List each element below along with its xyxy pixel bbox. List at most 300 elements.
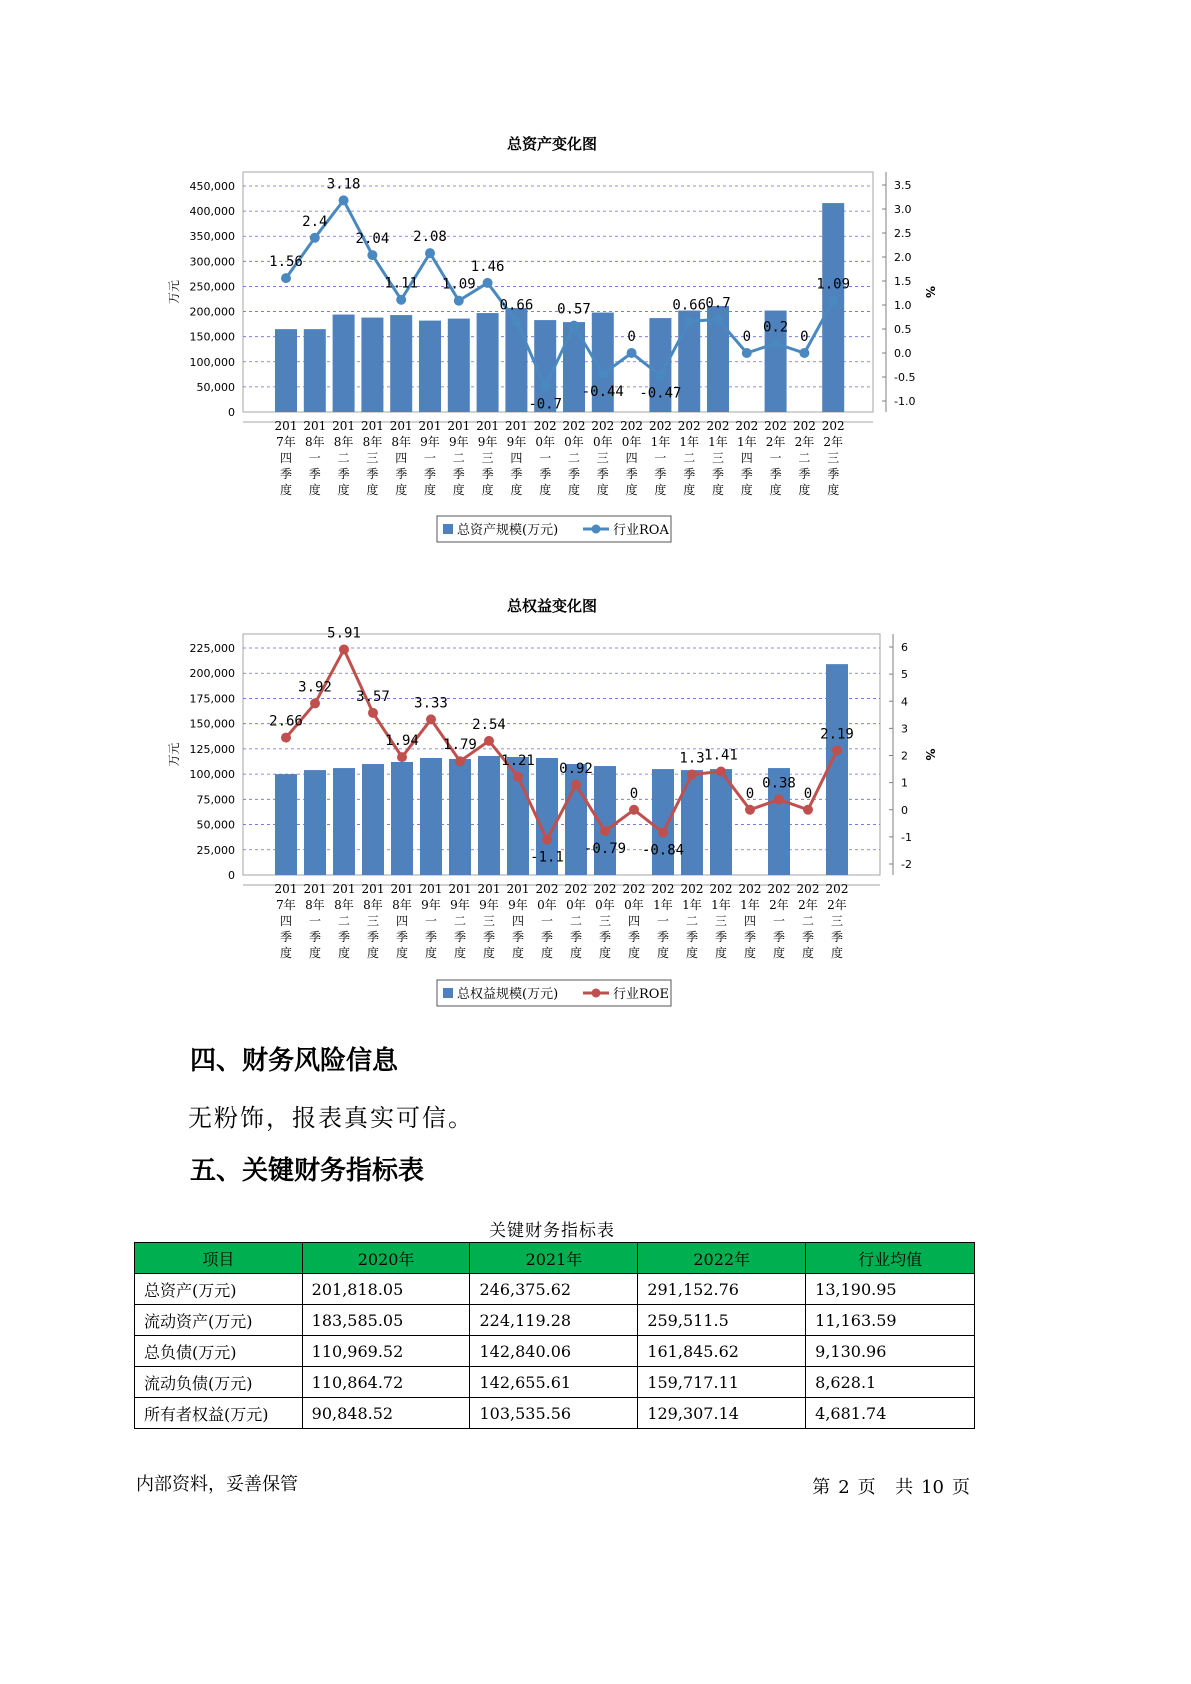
data-label: 2.66 [269,713,303,730]
category-label: 度 [540,946,554,960]
category-label: 二 [452,451,465,465]
left-tick-label: 0 [228,406,235,419]
line-point [716,767,726,777]
category-label: 季 [740,467,753,481]
line-point [310,698,320,708]
category-label: 季 [337,930,351,944]
category-label: 度 [596,483,609,497]
left-axis-title: 万元 [167,279,181,305]
category-label: 季 [453,930,467,944]
line-point [629,805,639,815]
category-label: 7年 [276,898,296,912]
data-label: 3.18 [326,176,361,193]
data-label: 0.92 [559,760,593,777]
category-label: 202 [535,882,559,896]
category-label: 度 [337,946,351,960]
category-label: 一 [656,914,670,928]
right-tick-label: 1.0 [894,299,912,312]
data-label: 1.09 [816,276,851,293]
category-label: 度 [366,483,379,497]
line-point [339,644,349,654]
category-label: 度 [482,946,496,960]
category-label: 四 [510,451,523,465]
page-prefix: 第 [812,1477,831,1498]
category-label: 三 [830,914,844,928]
left-tick-label: 350,000 [189,230,235,244]
category-label: 三 [714,914,728,928]
right-axis-title: % [923,285,937,299]
category-label: 1年 [711,898,731,912]
category-label: 201 [274,419,298,433]
table-cell: 8,628.1 [806,1367,975,1398]
category-label: 201 [303,419,327,433]
data-label: 1.11 [384,275,419,292]
category-label: 季 [366,467,379,481]
data-label: 1.41 [704,747,738,764]
right-axis-title: % [923,748,937,761]
category-label: 度 [598,946,612,960]
category-label: 季 [423,467,437,481]
category-label: 8年 [391,435,412,449]
category-label: 201 [447,419,471,433]
legend-bar-label: 总权益规模(万元) [457,987,559,1002]
category-label: 202 [709,882,733,896]
line-point [281,733,291,743]
data-label: 0 [800,329,809,345]
category-label: 四 [740,451,753,465]
bar [826,664,848,875]
category-label: 度 [569,946,583,960]
table-cell: 129,307.14 [638,1398,806,1429]
category-label: 二 [683,451,696,465]
category-label: 一 [769,451,782,465]
category-label: 8年 [362,435,383,449]
category-label: 三 [366,914,380,928]
left-tick-label: 450,000 [189,180,235,193]
category-label: 201 [390,882,414,896]
table-row [135,1305,975,1336]
category-label: 二 [569,914,583,928]
category-label: 度 [539,483,552,497]
category-label: 度 [424,946,438,960]
bar [478,756,500,875]
category-label: 季 [510,467,523,481]
table-cell: 103,535.56 [470,1398,638,1429]
category-label: 三 [596,451,609,465]
category-label: 季 [711,467,725,481]
category-label: 季 [656,930,670,944]
category-label: 2年 [823,435,844,449]
category-label: 2年 [827,898,847,912]
left-tick-label: 100,000 [189,355,235,369]
category-label: 202 [821,419,845,433]
right-tick-label: 3.0 [894,203,912,216]
right-tick-label: 4 [901,695,908,709]
category-label: 季 [337,467,350,481]
table-row [135,1336,975,1367]
category-label: 度 [827,483,840,497]
category-label: 201 [389,419,413,433]
category-label: 季 [452,467,465,481]
left-tick-label: 200,000 [189,667,235,681]
category-label: 202 [796,882,820,896]
right-tick-label: 2.0 [894,251,912,264]
category-label: 季 [567,467,581,481]
category-label: 四 [625,451,638,465]
category-label: 季 [569,930,583,944]
left-tick-label: 175,000 [189,692,235,706]
category-label: 202 [738,882,762,896]
category-label: 9年 [506,435,527,449]
category-label: 201 [361,882,385,896]
category-label: 四 [627,914,641,928]
legend-bar-swatch [443,988,453,998]
category-label: 202 [648,419,672,433]
table-header-cell: 2020年 [302,1243,470,1274]
category-label: 度 [510,483,523,497]
table-cell: 110,969.52 [302,1336,470,1367]
category-label: 一 [308,914,322,928]
total-prefix: 共 [895,1477,914,1498]
category-label: 一 [539,451,552,465]
data-label: 0 [627,329,636,345]
category-label: 二 [567,451,581,465]
category-label: 季 [685,930,699,944]
section4-text: 无粉饰，报表真实可信。 [188,1104,474,1132]
right-tick-label: -2 [901,858,912,871]
legend-line-marker [592,989,601,998]
table-row [135,1398,975,1429]
data-label: 0.38 [762,775,796,792]
data-label: 0 [742,329,752,345]
category-label: 度 [481,483,494,497]
category-label: 二 [337,914,351,928]
footer-confidential-note: 内部资料，妥善保管 [136,1474,298,1495]
category-label: 一 [423,451,437,465]
category-label: 202 [564,882,588,896]
category-label: 三 [711,451,725,465]
bar [333,768,355,875]
category-label: 季 [482,930,496,944]
right-tick-label: 0 [901,803,908,817]
category-label: 季 [654,467,667,481]
table-cell: 总资产(万元) [135,1274,303,1305]
section5-heading: 五、关键财务指标表 [190,1156,425,1186]
category-label: 202 [767,882,791,896]
category-label: 度 [769,483,782,497]
right-tick-label: 1 [901,776,908,790]
category-label: 2年 [765,435,786,449]
category-label: 9年 [448,435,469,449]
data-label: 0 [629,785,639,802]
category-label: 季 [743,930,757,944]
category-label: 8年 [305,898,325,912]
category-label: 度 [453,946,467,960]
category-label: 8年 [334,898,354,912]
category-label: 三 [827,451,840,465]
bar [304,770,326,875]
category-label: 三 [366,451,379,465]
category-label: 二 [337,451,350,465]
category-label: 度 [625,483,638,497]
data-label: -1.1 [530,849,564,866]
data-label: 2.19 [820,726,854,743]
data-label: 1.09 [441,276,476,293]
category-label: 季 [395,930,409,944]
category-label: 度 [656,946,670,960]
right-tick-label: 6 [901,641,908,654]
category-label: 1年 [679,435,700,449]
category-label: 202 [735,419,759,433]
category-label: 201 [506,882,530,896]
category-label: 度 [740,483,753,497]
table-cell: 90,848.52 [302,1398,470,1429]
category-label: 7年 [276,435,296,449]
table-cell: 4,681.74 [806,1398,975,1429]
category-label: 季 [481,467,494,481]
line-point [832,745,842,755]
category-label: 度 [711,483,725,497]
category-label: 季 [279,467,293,481]
data-label: 1.21 [501,752,535,769]
category-label: 9年 [508,898,528,912]
category-label: 季 [625,467,638,481]
table-header-cell: 行业均值 [806,1243,975,1274]
left-tick-label: 225,000 [189,642,235,655]
category-label: 季 [798,467,811,481]
right-tick-label: 3.5 [894,179,912,192]
data-label: 3.33 [414,695,448,712]
category-label: 度 [279,946,293,960]
category-label: 季 [830,930,844,944]
category-label: 度 [654,483,667,497]
category-label: 四 [743,914,757,928]
category-label: 季 [827,467,840,481]
line-point [600,826,610,836]
category-label: 202 [593,882,617,896]
table-caption: 关键财务指标表 [489,1221,615,1241]
category-label: 度 [395,483,408,497]
category-label: 201 [448,882,472,896]
bar [710,769,732,875]
left-tick-label: 200,000 [189,305,235,319]
legend-line-label: 行业ROA [613,523,669,538]
category-label: 一 [424,914,438,928]
table-cell: 11,163.59 [806,1305,975,1336]
category-label: 202 [677,419,701,433]
left-tick-label: 125,000 [189,742,235,756]
category-label: 度 [452,483,465,497]
line-point [484,736,494,746]
category-label: 201 [418,419,442,433]
bar [652,769,674,875]
category-label: 度 [567,483,581,497]
line-point [368,708,378,718]
table-cell: 流动负债(万元) [135,1367,303,1398]
page-mid: 页 [857,1477,876,1498]
bar [362,764,384,875]
right-tick-label: 5 [901,668,908,682]
bar [681,770,703,875]
category-label: 8年 [304,435,325,449]
table-cell: 159,717.11 [638,1367,806,1398]
category-label: 四 [511,914,525,928]
category-label: 202 [533,419,557,433]
category-label: 季 [539,467,552,481]
line-point [426,714,436,724]
left-tick-label: 0 [228,869,235,882]
category-label: 202 [562,419,586,433]
data-label: -0.84 [641,842,685,859]
category-label: 8年 [363,898,383,912]
data-label: 0.66 [672,297,707,314]
category-label: 201 [274,882,298,896]
category-label: 201 [504,419,528,433]
data-label: 2.08 [413,229,447,246]
category-label: 季 [279,930,293,944]
category-label: 度 [308,483,321,497]
category-label: 1年 [682,898,702,912]
category-label: 201 [332,882,356,896]
line-point [542,835,552,845]
category-label: 度 [830,946,844,960]
category-label: 一 [540,914,554,928]
line-point [513,772,523,782]
bar [420,758,442,875]
line-point [397,752,407,762]
line-point [658,828,668,838]
category-label: 9年 [420,435,440,449]
table-cell: 142,655.61 [470,1367,638,1398]
page-total: 10 [921,1477,944,1498]
table-cell: 259,511.5 [638,1305,806,1336]
category-label: 季 [683,467,696,481]
category-label: 四 [395,914,409,928]
category-label: 201 [476,419,500,433]
category-label: 202 [591,419,615,433]
section4-heading: 四、财务风险信息 [190,1046,399,1076]
category-label: 三 [598,914,612,928]
table-cell: 13,190.95 [806,1274,975,1305]
category-label: 202 [792,419,816,433]
category-label: 2年 [798,898,818,912]
table-cell: 总负债(万元) [135,1336,303,1367]
left-tick-label: 300,000 [189,255,235,269]
bar [391,762,413,875]
legend-bar-label: 总资产规模(万元) [457,523,559,538]
footer-page-number [808,1473,974,1499]
category-label: 201 [419,882,443,896]
category-label: 季 [511,930,525,944]
right-tick-label: -1.0 [894,395,916,408]
bar [449,759,471,875]
category-label: 0年 [564,435,584,449]
key-financial-table [134,1242,975,1429]
category-label: 202 [651,882,675,896]
left-tick-label: 25,000 [196,843,235,857]
table-cell: 110,864.72 [302,1367,470,1398]
category-label: 季 [801,930,815,944]
table-cell: 201,818.05 [302,1274,470,1305]
category-label: 8年 [333,435,354,449]
category-label: 三 [482,914,496,928]
data-label: 1.3 [679,750,705,767]
category-label: 0年 [595,898,615,912]
right-tick-label: 0.5 [894,323,912,336]
category-label: 季 [424,930,438,944]
category-label: 季 [308,930,322,944]
category-label: 9年 [421,898,441,912]
line-point [745,805,755,815]
table-cell: 142,840.06 [470,1336,638,1367]
category-label: 一 [654,451,667,465]
data-label: 3.57 [356,688,390,705]
category-label: 201 [360,419,384,433]
category-label: 二 [798,451,811,465]
category-label: 四 [279,914,293,928]
data-label: 0.57 [557,301,591,318]
table-cell: 流动资产(万元) [135,1305,303,1336]
right-tick-label: 3 [901,722,908,736]
category-label: 0年 [535,435,556,449]
data-label: 1.46 [470,258,505,275]
category-label: 季 [772,930,786,944]
right-tick-label: 0.0 [894,347,912,360]
category-label: 季 [714,930,728,944]
category-label: 度 [798,483,811,497]
right-tick-label: 2 [901,749,908,763]
total-suffix: 页 [952,1477,970,1498]
category-label: 9年 [450,898,470,912]
category-label: 2年 [794,435,815,449]
category-label: 8年 [392,898,412,912]
left-tick-label: 50,000 [196,380,235,394]
left-tick-label: 100,000 [189,768,235,782]
data-label: 1.94 [385,733,419,750]
table-cell: 183,585.05 [302,1305,470,1336]
category-label: 202 [680,882,704,896]
data-label: 0.66 [499,297,534,314]
left-tick-label: 50,000 [196,818,235,832]
category-label: 季 [366,930,380,944]
category-label: 201 [303,882,327,896]
category-label: 度 [772,946,786,960]
data-label: 0 [745,785,755,802]
data-label: 2.54 [472,716,506,733]
category-label: 度 [683,483,696,497]
table-header-cell: 项目 [135,1243,303,1274]
category-label: 度 [366,946,380,960]
category-label: 度 [511,946,525,960]
category-label: 度 [627,946,641,960]
chart-title: 总权益变化图 [506,597,598,615]
category-label: 二 [801,914,815,928]
left-tick-label: 75,000 [196,793,235,807]
category-label: 0年 [624,898,644,912]
left-axis-title: 万元 [167,742,181,767]
data-label: -0.47 [639,385,682,402]
line-point [687,769,697,779]
data-label: 3.92 [298,679,332,696]
category-label: 0年 [537,898,557,912]
table-cell: 246,375.62 [470,1274,638,1305]
table-cell: 224,119.28 [470,1305,638,1336]
data-label: 0 [803,785,813,802]
category-label: 季 [769,467,782,481]
data-label: 2.4 [302,213,328,230]
left-tick-label: 150,000 [189,717,235,731]
line-point [803,805,813,815]
